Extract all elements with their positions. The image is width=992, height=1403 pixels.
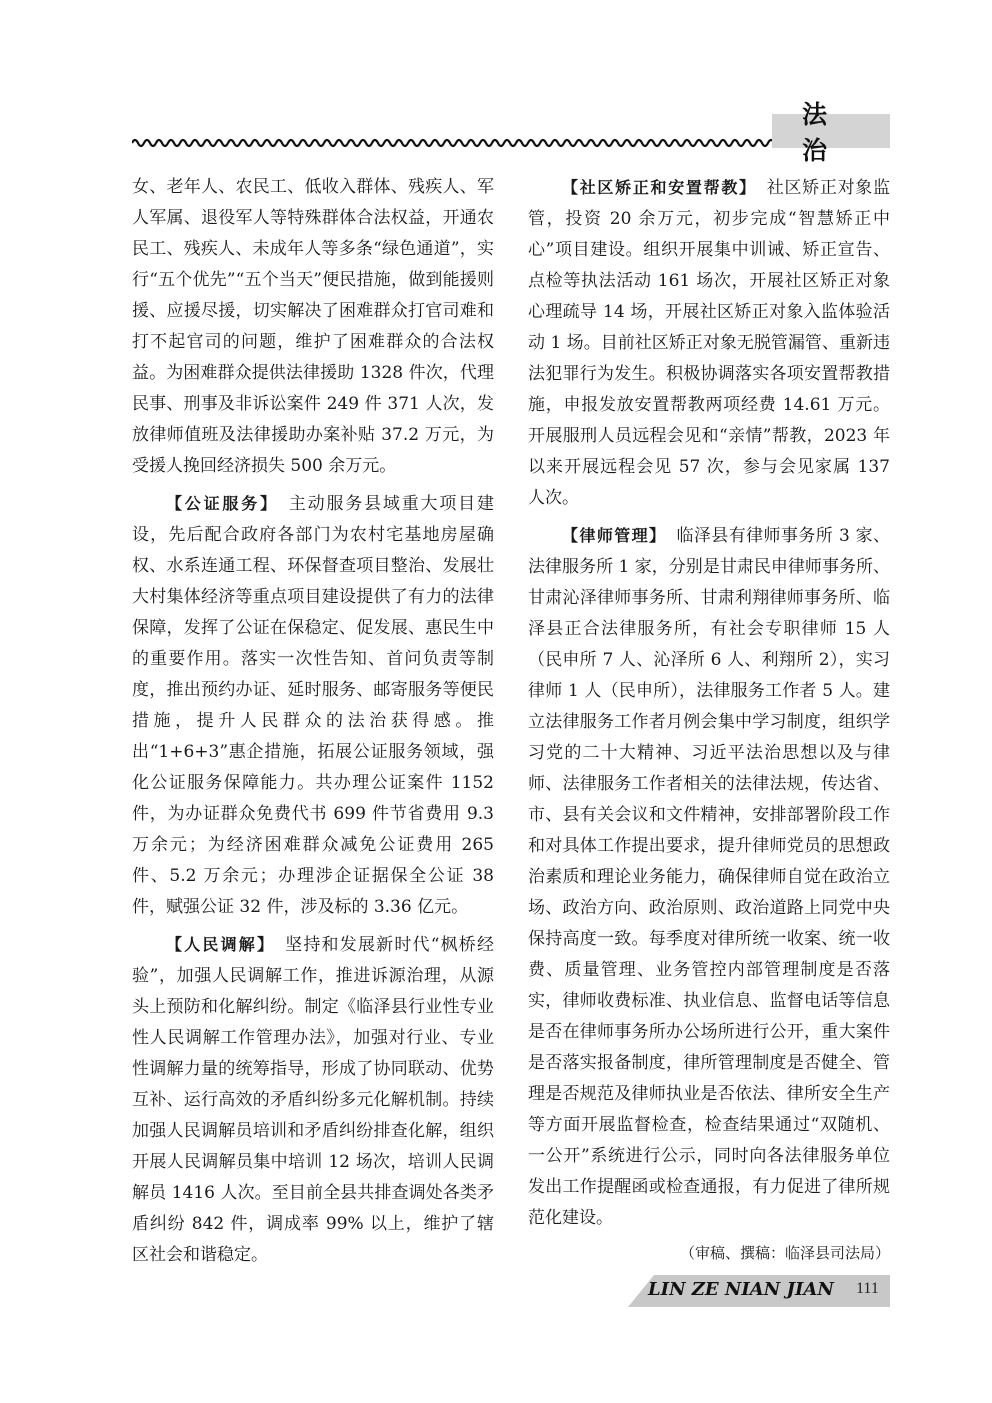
author-credit: （审稿、撰稿：临泽县司法局）	[679, 1244, 890, 1262]
section-tab	[772, 100, 890, 165]
lawyer-paragraph	[528, 520, 890, 1234]
community-heading: 【社区矫正和安置帮教】	[562, 178, 757, 197]
community-paragraph	[528, 172, 890, 514]
lawyer-text: 临泽县有律师事务所 3 家、法律服务所 1 家，分别是甘肃民申律师事务所、甘肃沁泽律师事务所、甘肃利翔律师事务所、临泽县正合法律服务所，有社会专职律师 15 人（民申所 7 人、沁泽所 6 人、利翔所 2），实习律师 1 人（民申所），法律服务工作者 5 人。建立法律服务工作者月例会集中学习制度，组织学习党的二十大精神、习近平法治思想以及与律师、法律服务工作者相关的法律法规，传达省、市、县有关会议和文件精神，安排部署阶段工作和对具体工作提出要求，提升律师党员的思想政治素质和理论业务能力，确保律师自觉在政治立场、政治方向、政治原则、政治道路上同党中央保持高度一致。每季度对律所统一收案、统一收费、质量管理、业务管控内部管理制度是否落实，律师收费标准、执业信息、监督电话等信息是否在律师事务所办公场所进行公开，重大案件是否落实报备制度，律所管理制度是否健全、管理是否规范及律师执业是否依法、律所安全生产等方面开展监督检查，检查结果通过“双随机、一公开”系统进行公示，同时向各法律服务单位发出工作提醒函或检查通报，有力促进了律所规范化建设。	[528, 526, 890, 1228]
notary-text: 主动服务县域重大项目建设，先后配合政府各部门为农村宅基地房屋确权、水系连通工程、环保督查项目整治、发展壮大村集体经济等重点项目建设提供了有力的法律保障，发挥了公证在保稳定、促发展、惠民生中的重要作用。落实一次性告知、首问负责等制度，推出预约办证、延时服务、邮寄服务等便民措施，提升人民群众的法治获得感。推出“1+6+3”惠企措施，拓展公证服务领域，强化公证服务保障能力。共办理公证案件 1152 件，为办证群众免费代书 699 件节省费用 9.3 万余元；为经济困难群众减免公证费用 265 件、5.2 万余元；办理涉企证据保全公证 38 件，赋强公证 32 件，涉及标的 3.36 亿元。	[132, 494, 494, 917]
mediation-text: 坚持和发展新时代“枫桥经验”，加强人民调解工作，推进诉源治理，从源头上预防和化解纠纷。制定《临泽县行业性专业性人民调解工作管理办法》，加强对行业、专业性调解力量的统筹指导，形成了协同联动、优势互补、运行高效的矛盾纠纷多元化解机制。持续加强人民调解员培训和矛盾纠纷排查化解，组织开展人民调解员集中培训 12 场次，培训人民调解员 1416 人次。至目前全县共排查调处各类矛盾纠纷 842 件，调成率 99% 以上，维护了辖区社会和谐稳定。	[132, 935, 494, 1265]
lawyer-heading: 【律师管理】	[562, 526, 667, 545]
community-text: 社区矫正对象监管，投资 20 余万元，初步完成“智慧矫正中心”项目建设。组织开展集中训诫、矫正宣告、点检等执法活动 161 场次，开展社区矫正对象心理疏导 14 场，开展社区矫正对象入监体验活动 1 场。目前社区矫正对象无脱管漏管、重新违法犯罪行为发生。积极协调落实各项安置帮教措施，申报发放安置帮教两项经费 14.61 万元。开展服刑人员远程会见和“亲情”帮教，2023 年以来开展远程会见 57 次，参与会见家属 137 人次。	[528, 178, 890, 508]
mediation-paragraph	[132, 929, 494, 1271]
right-column	[528, 172, 890, 1269]
notary-paragraph	[132, 488, 494, 923]
header-wave-rule	[132, 136, 772, 150]
section-title: 法 治	[802, 100, 858, 165]
page-number: 111	[856, 1280, 879, 1297]
footer-title: LIN ZE NIAN JIAN	[648, 1279, 834, 1300]
legal-aid-paragraph: 女、老年人、农民工、低收入群体、残疾人、军人军属、退役军人等特殊群体合法权益，开通农民工、残疾人、未成年人等多条“绿色通道”，实行“五个优先”“五个当天”便民措施，做到能援则援、应援尽援，切实解决了困难群众打官司难和打不起官司的问题，维护了困难群众的合法权益。为困难群众提供法律援助 1328 件次，代理民事、刑事及非诉讼案件 249 件 371 人次，发放律师值班及法律援助办案补贴 37.2 万元，为受援人挽回经济损失 500 余万元。	[132, 177, 494, 476]
left-column	[132, 172, 494, 1271]
mediation-heading: 【人民调解】	[166, 935, 276, 954]
notary-heading: 【公证服务】	[166, 494, 279, 513]
